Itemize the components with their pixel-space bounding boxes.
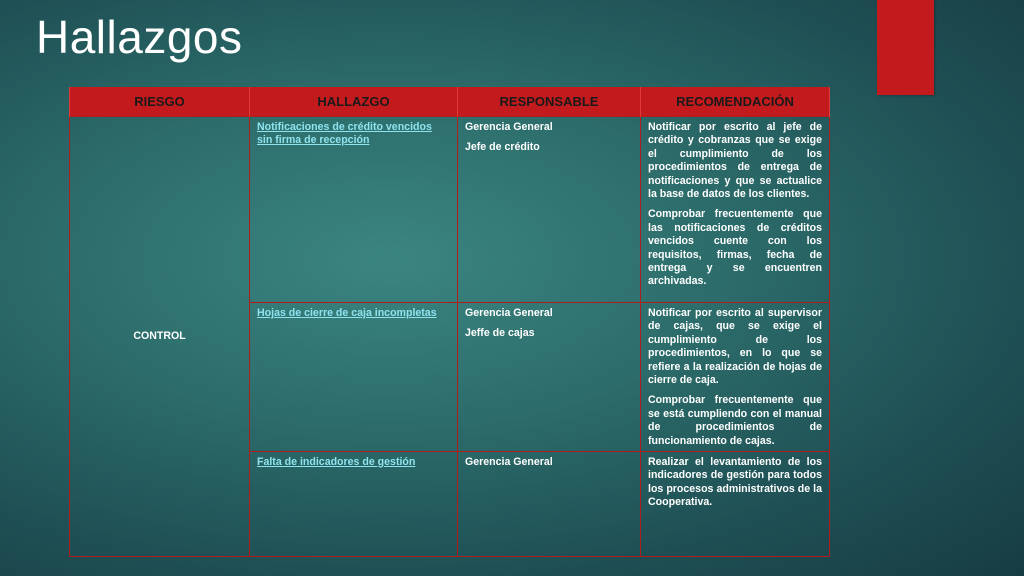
slide-title: Hallazgos [36,11,243,63]
responsable-line: Jeffe de cajas [465,327,535,340]
findings-table [69,87,830,557]
recomendacion-paragraph: Notificar por escrito al supervisor de cajas, que se exige el cumplimiento de los procedimientos, en lo que se refiere a la realización de hojas de cierre de caja. [648,307,822,387]
responsable-cell [458,303,641,452]
table-header-row [70,87,830,117]
recomendacion-paragraph: Comprobar frecuentemente que se está cumpliendo con el manual de procedimientos de funcionamiento de cajas. [648,394,822,447]
recomendacion-paragraph: Comprobar frecuentemente que las notificaciones de créditos vencidos cuente con los requisitos, firmas, fecha de entrega y se encuentren archivadas. [648,208,822,288]
table-row [70,117,830,303]
header-recomendacion: RECOMENDACIÓN [641,87,830,117]
hallazgo-link[interactable]: Hojas de cierre de caja incompletas [257,307,437,319]
hallazgo-cell [250,303,458,452]
responsable-line: Jefe de crédito [465,141,540,154]
responsable-line: Gerencia General [465,456,553,469]
hallazgo-link[interactable]: Notificaciones de crédito vencidos sin firma de recepción [257,121,432,147]
recomendacion-cell [641,452,830,557]
hallazgo-cell [250,452,458,557]
responsable-line: Gerencia General [465,307,553,319]
recomendacion-paragraph: Notificar por escrito al jefe de crédito y cobranzas que se exige el cumplimiento de los procedimientos de entrega de notificaciones y que se actualice la base de datos de los clientes. [648,121,822,201]
decorative-red-bar [877,0,934,95]
hallazgo-link[interactable]: Falta de indicadores de gestión [257,456,416,469]
header-hallazgo: HALLAZGO [250,87,458,117]
recomendacion-paragraph: Realizar el levantamiento de los indicadores de gestión para todos los procesos administrativos de la Cooperativa. [648,456,822,509]
header-riesgo: RIESGO [70,87,250,117]
header-responsable: RESPONSABLE [458,87,641,117]
riesgo-cell: CONTROL [70,117,250,557]
responsable-cell [458,452,641,557]
hallazgo-cell [250,117,458,303]
responsable-cell [458,117,641,303]
recomendacion-cell [641,117,830,303]
recomendacion-cell [641,303,830,452]
responsable-line: Gerencia General [465,121,553,133]
